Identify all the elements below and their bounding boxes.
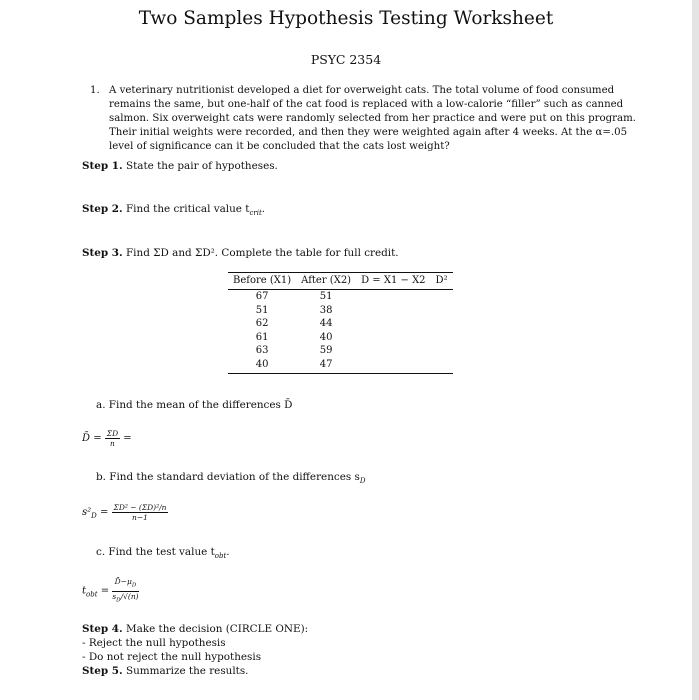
formula-equals: = — [100, 585, 110, 597]
cell-after: 38 — [319, 304, 333, 316]
table-header-before: Before (X1) — [228, 273, 296, 290]
step-2-subscript: crit — [249, 209, 262, 218]
formula-equals: = — [123, 433, 132, 444]
question-line: remains the same, but one-half of the cat food is replaced with a low-calorie “filler” such as canned — [109, 99, 624, 110]
cell-d[interactable] — [356, 344, 430, 358]
part-a-prompt: a. Find the mean of the differences D̄ — [96, 399, 293, 411]
step-5-label: Step 5. — [82, 665, 123, 677]
decision-option-not-reject[interactable]: - Do not reject the null hypothesis — [82, 651, 262, 663]
part-b-text: b. Find the standard deviation of the differences s — [96, 471, 360, 483]
question-line: A veterinary nutritionist developed a diet for overweight cats. The total volume of food consumed — [109, 85, 615, 96]
step-3 — [82, 247, 399, 259]
part-b-prompt — [96, 471, 365, 485]
formula-numerator: ΣD² − (ΣD)²/n — [113, 503, 167, 512]
question-line: Their initial weights were recorded, and then they were weighted again after 4 weeks. At the α=.05 — [109, 127, 628, 138]
cell-before: 67 — [255, 291, 269, 302]
table-header-d: D = X1 − X2 — [356, 273, 430, 290]
denominator-text: s — [112, 591, 117, 601]
formula-numerator: ΣD — [106, 429, 119, 438]
cell-d-squared[interactable] — [431, 331, 453, 345]
table-row — [228, 331, 453, 345]
formula-denominator: n−1 — [132, 513, 148, 522]
part-b-subscript: D — [359, 477, 366, 486]
cell-d[interactable] — [356, 331, 430, 345]
cell-before: 40 — [228, 358, 296, 374]
step-4 — [82, 623, 308, 635]
formula-lhs: D̄ = — [82, 433, 102, 444]
step-4-label: Step 4. — [82, 623, 123, 635]
table-row — [228, 317, 453, 331]
formula-denominator — [112, 592, 138, 606]
part-c-prompt: c. Find the test value $t_{obt}$. — [96, 546, 230, 561]
cell-before: 51 — [255, 304, 269, 316]
step-1-text: State the pair of hypotheses. — [125, 160, 278, 172]
cell-d-squared[interactable] — [431, 290, 453, 304]
question-text — [109, 84, 636, 154]
part-c-subscript: obt — [214, 552, 227, 561]
formula-fraction — [112, 577, 138, 605]
differences-table — [228, 272, 453, 374]
formula-fraction — [105, 429, 120, 448]
question-line: level of significance can it be concluded that the cats lost weight? — [109, 141, 450, 152]
formula-lhs: t — [82, 585, 87, 597]
formula-lhs: s² — [82, 507, 92, 518]
page-edge — [692, 0, 699, 700]
denominator-subscript: D — [116, 597, 121, 603]
question-line: salmon. Six overweight cats were randomly selected from her practice and were put on this program. — [109, 113, 637, 124]
table-row — [228, 304, 453, 318]
table-header-after: After (X2) — [296, 273, 356, 290]
denominator-rest: /√(n) — [120, 591, 139, 601]
mean-difference-formula — [82, 429, 132, 448]
step-4-text: Make the decision (CIRCLE ONE): — [125, 623, 309, 635]
step-5 — [82, 665, 249, 677]
step-3-label: Step 3. — [82, 247, 123, 259]
cell-before: 63 — [255, 345, 269, 356]
table-row — [228, 344, 453, 358]
formula-numerator — [112, 577, 138, 592]
cell-after: 51 — [319, 291, 333, 302]
step-5-text: Summarize the results. — [125, 665, 249, 677]
numerator-text: D̄−μ — [114, 577, 132, 586]
table-row — [228, 290, 453, 304]
table-header-d-squared: D² — [431, 273, 453, 290]
cell-d[interactable] — [356, 304, 430, 318]
cell-after: 44 — [319, 318, 333, 329]
step-3-text: Find ΣD and ΣD². Complete the table for full credit. — [125, 247, 399, 259]
cell-d-squared[interactable] — [431, 304, 453, 318]
cell-d-squared[interactable] — [431, 317, 453, 331]
table-header-row — [228, 273, 453, 290]
decision-option-reject[interactable]: - Reject the null hypothesis — [82, 637, 226, 649]
formula-denominator: n — [110, 439, 115, 448]
course-code: PSYC 2354 — [310, 52, 382, 67]
cell-d-squared[interactable] — [431, 344, 453, 358]
question-number: 1. — [90, 85, 100, 96]
page-title: Two Samples Hypothesis Testing Worksheet — [138, 8, 554, 29]
formula-equals: = — [99, 507, 109, 518]
formula-fraction — [112, 503, 169, 522]
step-2: Step 2. Find the critical value $t_{crit}$. — [82, 203, 266, 218]
part-c-text: c. Find the test value t — [96, 546, 215, 558]
numerator-subscript: D — [131, 582, 137, 589]
cell-d[interactable] — [356, 290, 430, 304]
cell-after: 59 — [319, 345, 333, 356]
cell-before: 62 — [255, 318, 269, 329]
formula-lhs-subscript: obt — [86, 590, 98, 599]
cell-d[interactable] — [356, 317, 430, 331]
formula-lhs-subscript: D — [91, 512, 97, 520]
step-2-label: Step 2. — [82, 203, 123, 215]
table-row — [228, 358, 453, 374]
sd-difference-formula — [82, 503, 168, 522]
cell-before: 61 — [255, 331, 269, 343]
cell-d-squared[interactable] — [431, 358, 453, 374]
cell-after: 40 — [319, 331, 333, 343]
step-2-text: Find the critical value t — [125, 203, 250, 215]
cell-d[interactable] — [356, 358, 430, 374]
step-1-label: Step 1. — [82, 160, 123, 172]
test-value-formula — [82, 577, 139, 605]
step-1 — [82, 160, 278, 172]
cell-after: 47 — [296, 358, 356, 374]
